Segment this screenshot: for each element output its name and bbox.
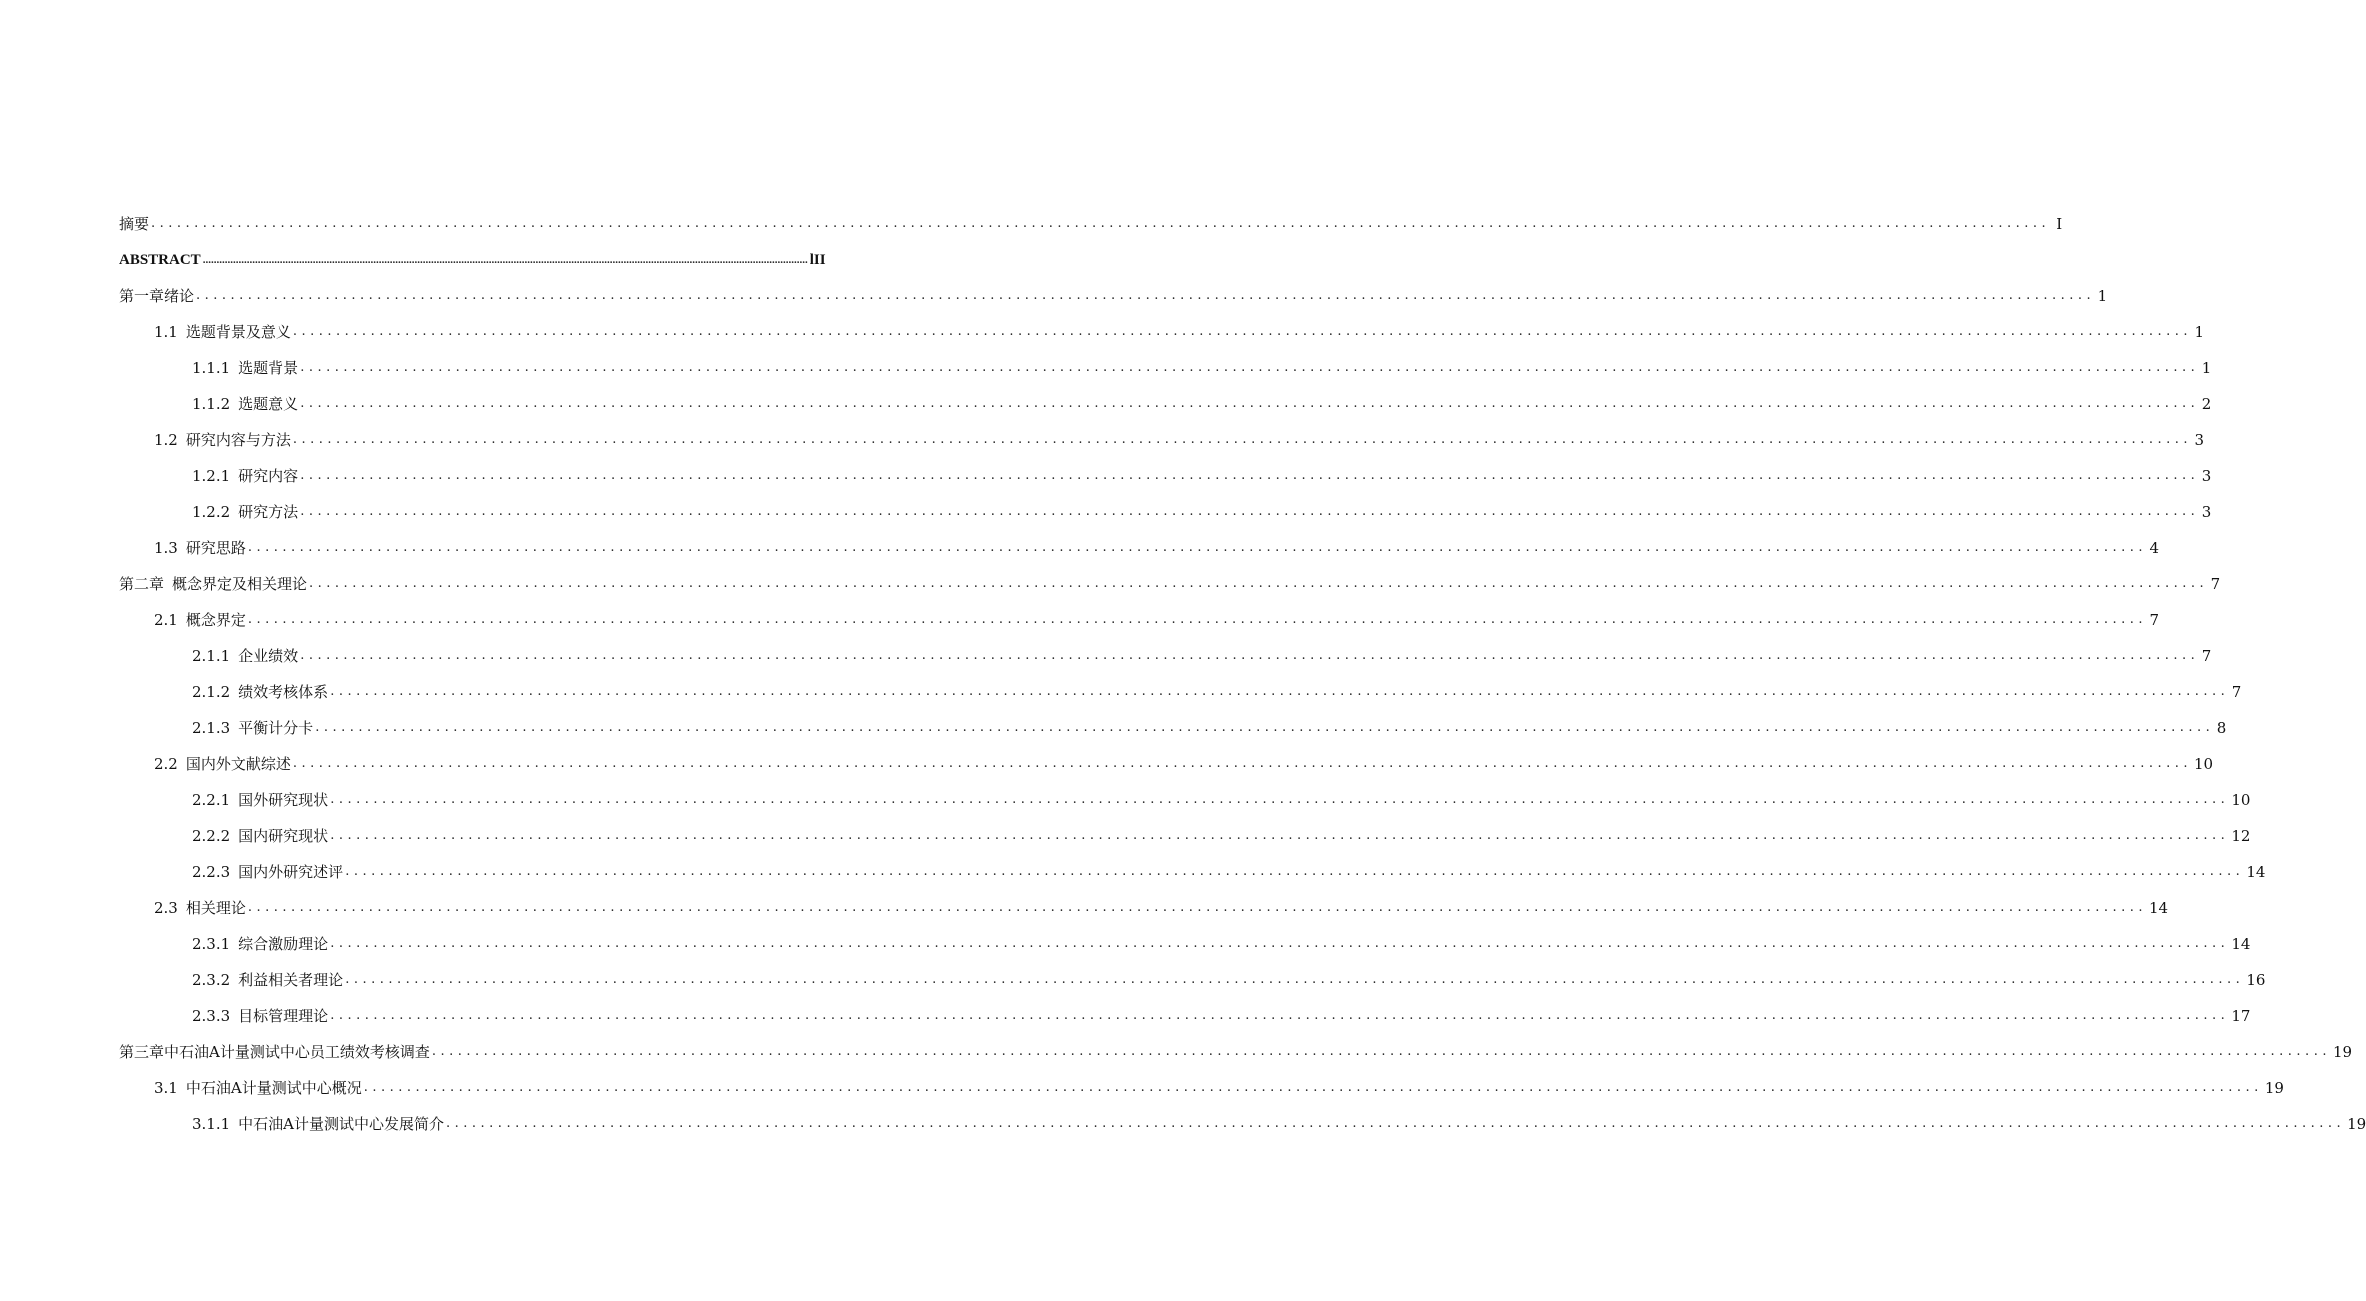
- dot-leader: ............................................................................................................................................................................................................................: [309, 576, 2209, 591]
- toc-entry[interactable]: [119, 1098, 2366, 1134]
- toc-entry-number: 2.1.3: [192, 719, 231, 737]
- dot-leader: ............................................................................................................................................................................................................................: [300, 468, 2200, 483]
- toc-entry-page-number: lII: [809, 252, 826, 268]
- toc-entry-number: 1.1.2: [192, 395, 231, 413]
- toc-entry[interactable]: [119, 414, 2204, 450]
- toc-entry-title: 摘要: [119, 215, 150, 233]
- toc-entry-title: 选题背景: [238, 359, 299, 377]
- toc-entry[interactable]: [119, 450, 2212, 486]
- toc-entry-title: 国外研究现状: [238, 791, 329, 809]
- dot-leader: ............................................................................................................................................................................................................................: [345, 864, 2245, 879]
- toc-entry-number: 3.1.1: [192, 1115, 231, 1133]
- toc-entry-page-number: 1: [2201, 359, 2212, 377]
- toc-entry[interactable]: [119, 594, 2159, 630]
- toc-entry[interactable]: [119, 1026, 2353, 1062]
- table-of-contents: [119, 206, 2366, 1134]
- toc-entry[interactable]: [119, 774, 2251, 810]
- toc-entry-title: 相关理论: [185, 899, 246, 917]
- toc-entry[interactable]: [119, 486, 2212, 522]
- toc-entry[interactable]: [119, 206, 2063, 234]
- toc-entry-title: 中石油A计量测试中心发展简介: [238, 1115, 445, 1133]
- toc-entry-title: 企业绩效: [238, 647, 299, 665]
- toc-entry[interactable]: [119, 846, 2266, 882]
- toc-entry[interactable]: [119, 558, 2221, 594]
- toc-entry[interactable]: [119, 234, 826, 270]
- toc-entry-title: 选题背景及意义: [185, 323, 291, 341]
- toc-entry-title: 目标管理理论: [238, 1007, 329, 1025]
- toc-entry-page-number: 10: [2194, 755, 2214, 773]
- toc-entry-number: 2.3.1: [192, 935, 231, 953]
- dot-leader: ............................................................................................................................................................................................................................: [363, 1080, 2263, 1095]
- dot-leader: ............................................................................................................................................................................................................................: [292, 432, 2192, 447]
- toc-entry-page-number: 7: [2149, 611, 2159, 629]
- toc-entry[interactable]: [119, 522, 2159, 558]
- toc-entry-page-number: 19: [2347, 1115, 2366, 1133]
- toc-entry[interactable]: [119, 882, 2169, 918]
- toc-entry-title: 利益相关者理论: [238, 971, 344, 989]
- toc-entry[interactable]: [119, 1062, 2284, 1098]
- toc-entry-page-number: 19: [2264, 1079, 2284, 1097]
- dot-leader: ............................................................................................................................................................................................................................: [300, 648, 2200, 663]
- toc-entry-title: 研究内容与方法: [185, 431, 291, 449]
- toc-entry-title: 绩效考核体系: [238, 683, 329, 701]
- toc-entry-number: 第二章: [119, 575, 165, 593]
- toc-entry-page-number: 7: [2201, 647, 2212, 665]
- toc-entry-title: 第一章绪论: [119, 287, 195, 305]
- toc-entry[interactable]: [119, 810, 2251, 846]
- toc-entry-page-number: 16: [2246, 971, 2266, 989]
- toc-entry-number: 1.1: [154, 323, 178, 341]
- toc-entry-title: ABSTRACT: [119, 252, 201, 268]
- dot-leader: ............................................................................................................................................................................................................................: [196, 288, 2096, 303]
- toc-entry-title: 国内研究现状: [238, 827, 329, 845]
- toc-entry-title: 概念界定及相关理论: [172, 575, 308, 593]
- toc-entry-title: 研究思路: [185, 539, 246, 557]
- dot-leader: ............................................................................................................................................................................................................................: [292, 324, 2192, 339]
- dot-leader: ............................................................................................................................................................................................................................: [446, 1116, 2346, 1131]
- toc-entry-page-number: 1: [2194, 323, 2204, 341]
- toc-entry-page-number: 3: [2201, 503, 2212, 521]
- toc-entry[interactable]: [119, 702, 2227, 738]
- toc-entry[interactable]: [119, 990, 2251, 1026]
- toc-entry-page-number: 14: [2231, 935, 2251, 953]
- toc-entry[interactable]: [119, 666, 2242, 702]
- toc-entry[interactable]: [119, 918, 2251, 954]
- toc-entry[interactable]: [119, 342, 2212, 378]
- toc-entry-title: 概念界定: [185, 611, 246, 629]
- toc-entry-number: 2.2.2: [192, 827, 231, 845]
- toc-entry-number: 2.3.2: [192, 971, 231, 989]
- toc-entry-page-number: 3: [2201, 467, 2212, 485]
- dot-leader: ............................................................................................................................................................................................................................: [330, 792, 2230, 807]
- dot-leader: ............................................................................................................................................................................................................................: [292, 756, 2192, 771]
- toc-entry-title: 平衡计分卡: [238, 719, 314, 737]
- dot-leader: ............................................................................................................................................................................................................................: [330, 828, 2230, 843]
- toc-entry-page-number: 14: [2149, 899, 2169, 917]
- toc-entry-title: 研究方法: [238, 503, 299, 521]
- dot-leader: ............................................................................................................................................................................................................................: [431, 1044, 2331, 1059]
- toc-entry-page-number: 1: [2097, 287, 2108, 305]
- toc-entry-number: 2.2.3: [192, 863, 231, 881]
- toc-entry-page-number: 19: [2332, 1043, 2353, 1061]
- toc-entry-number: 1.3: [154, 539, 178, 557]
- toc-entry[interactable]: [119, 738, 2214, 774]
- dot-leader: ............................................................................................................................................................................................................................: [315, 720, 2215, 735]
- toc-entry[interactable]: [119, 270, 2108, 306]
- toc-entry-page-number: 2: [2201, 395, 2212, 413]
- toc-entry-page-number: I: [2056, 215, 2063, 233]
- dot-leader: ............................................................................................................................................................................................................................: [300, 396, 2200, 411]
- toc-entry-title: 选题意义: [238, 395, 299, 413]
- toc-entry-number: 1.2.2: [192, 503, 231, 521]
- toc-entry-title: 综合激励理论: [238, 935, 329, 953]
- toc-entry[interactable]: [119, 630, 2212, 666]
- toc-entry-page-number: 4: [2149, 539, 2159, 557]
- dot-leader: ............................................................................................................................................................................................................................: [330, 1008, 2230, 1023]
- toc-entry-page-number: 7: [2231, 683, 2242, 701]
- dot-leader: ............................................................................................................................................................................................................................: [300, 360, 2200, 375]
- toc-entry-number: 2.1.2: [192, 683, 231, 701]
- toc-entry-number: 1.2.1: [192, 467, 231, 485]
- toc-entry-title: 研究内容: [238, 467, 299, 485]
- toc-entry-page-number: 8: [2216, 719, 2227, 737]
- dot-leader: ............................................................................................................................................................................................................................: [330, 936, 2230, 951]
- dot-leader: ............................................................................................................................................................................................................................: [300, 504, 2200, 519]
- toc-entry-number: 1.2: [154, 431, 178, 449]
- toc-entry-number: 2.3: [154, 899, 178, 917]
- toc-entry-number: 3.1: [154, 1079, 178, 1097]
- dot-leader: ............................................................................................................................................................................................................................: [247, 900, 2147, 915]
- dot-leader: ............................................................................................................................................................................................................................: [345, 972, 2245, 987]
- toc-entry-title: 中石油A计量测试中心概况: [185, 1079, 362, 1097]
- toc-entry-number: 2.3.3: [192, 1007, 231, 1025]
- toc-entry-number: 2.1: [154, 611, 178, 629]
- dot-leader: ............................................................................................................................................................................................................................: [202, 254, 808, 266]
- toc-entry-page-number: 17: [2231, 1007, 2251, 1025]
- toc-entry-title: 国内外文献综述: [185, 755, 291, 773]
- toc-entry-title: 第三章中石油A计量测试中心员工绩效考核调查: [119, 1043, 430, 1061]
- toc-entry-number: 2.1.1: [192, 647, 231, 665]
- toc-entry-page-number: 10: [2231, 791, 2251, 809]
- toc-entry-title: 国内外研究述评: [238, 863, 344, 881]
- toc-entry-page-number: 7: [2210, 575, 2221, 593]
- dot-leader: ............................................................................................................................................................................................................................: [151, 216, 2051, 231]
- dot-leader: ............................................................................................................................................................................................................................: [330, 684, 2230, 699]
- toc-entry[interactable]: [119, 306, 2204, 342]
- dot-leader: ............................................................................................................................................................................................................................: [247, 540, 2147, 555]
- toc-entry-number: 2.2: [154, 755, 178, 773]
- toc-entry-page-number: 12: [2231, 827, 2251, 845]
- toc-entry-page-number: 14: [2246, 863, 2266, 881]
- toc-entry[interactable]: [119, 954, 2266, 990]
- toc-entry-number: 1.1.1: [192, 359, 231, 377]
- toc-entry[interactable]: [119, 378, 2212, 414]
- toc-entry-page-number: 3: [2194, 431, 2204, 449]
- toc-entry-number: 2.2.1: [192, 791, 231, 809]
- dot-leader: ............................................................................................................................................................................................................................: [247, 612, 2147, 627]
